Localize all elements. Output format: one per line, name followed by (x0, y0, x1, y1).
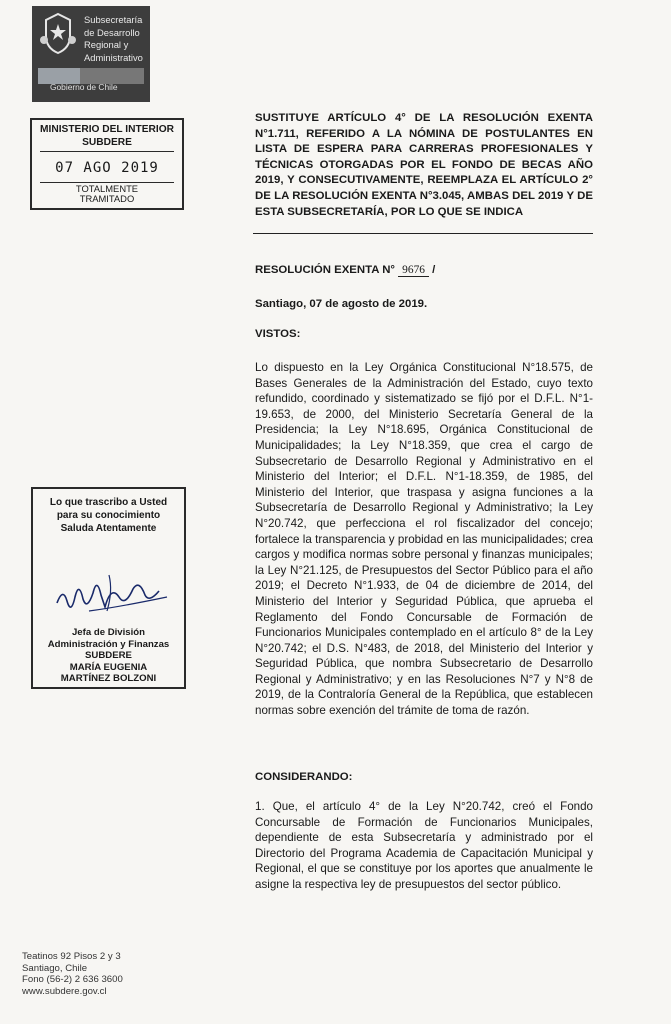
stamp-subdere: SUBDERE (82, 137, 132, 148)
footer-website: www.subdere.gov.cl (22, 985, 107, 997)
resolution-number: RESOLUCIÓN EXENTA N° 9676 / (255, 264, 436, 276)
transcription-text: Lo que trascribo a Usted para su conocimiento Saluda Atentamente (49, 497, 168, 534)
title-divider (253, 233, 593, 234)
footer-address: Teatinos 92 Pisos 2 y 3 Santiago, Chile Fono (56-2) 2 636 3600 www.subdere.gov.cl (22, 951, 123, 997)
letterhead-org: Subsecretaría de Desarrollo Regional y Administrativo (84, 14, 143, 63)
document-title: SUSTITUYE ARTÍCULO 4° DE LA RESOLUCIÓN EXENTA N°1.711, REFERIDO A LA NÓMINA DE POSTULANTES EN LISTA DE ESPERA PARA CARRERAS PROFESIONALES Y TÉCNICAS OTORGADAS POR EL FONDO DE BECAS AÑO 2019, Y CONSECUTIVAMENTE, REEMPLAZA EL ARTÍCULO 2° DE LA RESOLUCIÓN EXENTA N°3.045, AMBAS DEL 2019 Y DE ESTA SUBSECRETARÍA, POR LO QUE SE INDICA (255, 112, 593, 218)
received-stamp (30, 118, 184, 210)
document-date: Santiago, 07 de agosto de 2019. (255, 298, 428, 310)
chile-coat-of-arms-icon (38, 10, 78, 56)
considerando-point-1: 1. Que, el artículo 4° de la Ley N°20.742, creó el Fondo Concursable de Formación de Funcionarios Municipales, dependiente de esta Subsecretaría y administrado por el Directorio del Programa Academia de Capacitación Municipal y Regional, el que se constituye por los aportes que anualmente le asigne la respectiva ley de presupuestos del sector público. (255, 800, 593, 891)
government-label: Gobierno de Chile (50, 82, 118, 92)
vistos-heading: VISTOS: (255, 328, 301, 340)
signatory: Jefa de División Administración y Finanzas SUBDERE MARÍA EUGENIA MARTÍNEZ BOLZONI (47, 627, 170, 685)
handwritten-signature (49, 567, 174, 621)
stamp-date: 07 AGO 2019 (55, 160, 159, 176)
considerando-heading: CONSIDERANDO: (255, 771, 353, 783)
vistos-body: Lo dispuesto en la Ley Orgánica Constitucional N°18.575, de Bases Generales de la Administración del Estado, cuyo texto refundido, coordinado y sistematizado se fijó por el D.F.L. N°1-19.653, de 2000, del Ministerio Secretaría General de la Presidencia; la Ley N°18.695, Orgánica Constitucional de Municipalidades; la Ley N°18.359, que crea el cargo de Subsecretario de Desarrollo Regional y Administrativo en el Ministerio del Interior; el D.F.L. N°1-18.359, de 1985, del Ministerio del Interior, que traspasa y asigna funciones a la Subsecretaría de Desarrollo Regional y Administrativo; la Ley N°20.742, que perfecciona el rol fiscalizador del concejo; fortalece la transparencia y probidad en las municipalidades; crea cargos y modifica normas sobre personal y finanzas municipales; la Ley N°21.125, de Presupuestos del Sector Público para el año 2019; el Decreto N°1.933, de 04 de diciembre de 2014, del Ministerio del Interior y Seguridad Pública, que aprueba el Reglamento del Fondo Concursable de Formación de Funcionarios Municipales contemplado en el artículo 8° de la Ley N°20.742; el D.S. N°483, de 2018, del Ministerio del Interior y Seguridad Pública, que nombra Subsecretario de Desarrollo Regional y Administrativo; y en las Resoluciones N°7 y N°8 de 2019, de la Contraloría General de la República, que establecen normas sobre exención del trámite de toma de razón. (255, 361, 593, 718)
stamp-status: TOTALMENTE TRAMITADO (75, 183, 139, 204)
transcription-box (31, 487, 186, 689)
stamp-ministry: MINISTERIO DEL INTERIOR (40, 124, 174, 135)
